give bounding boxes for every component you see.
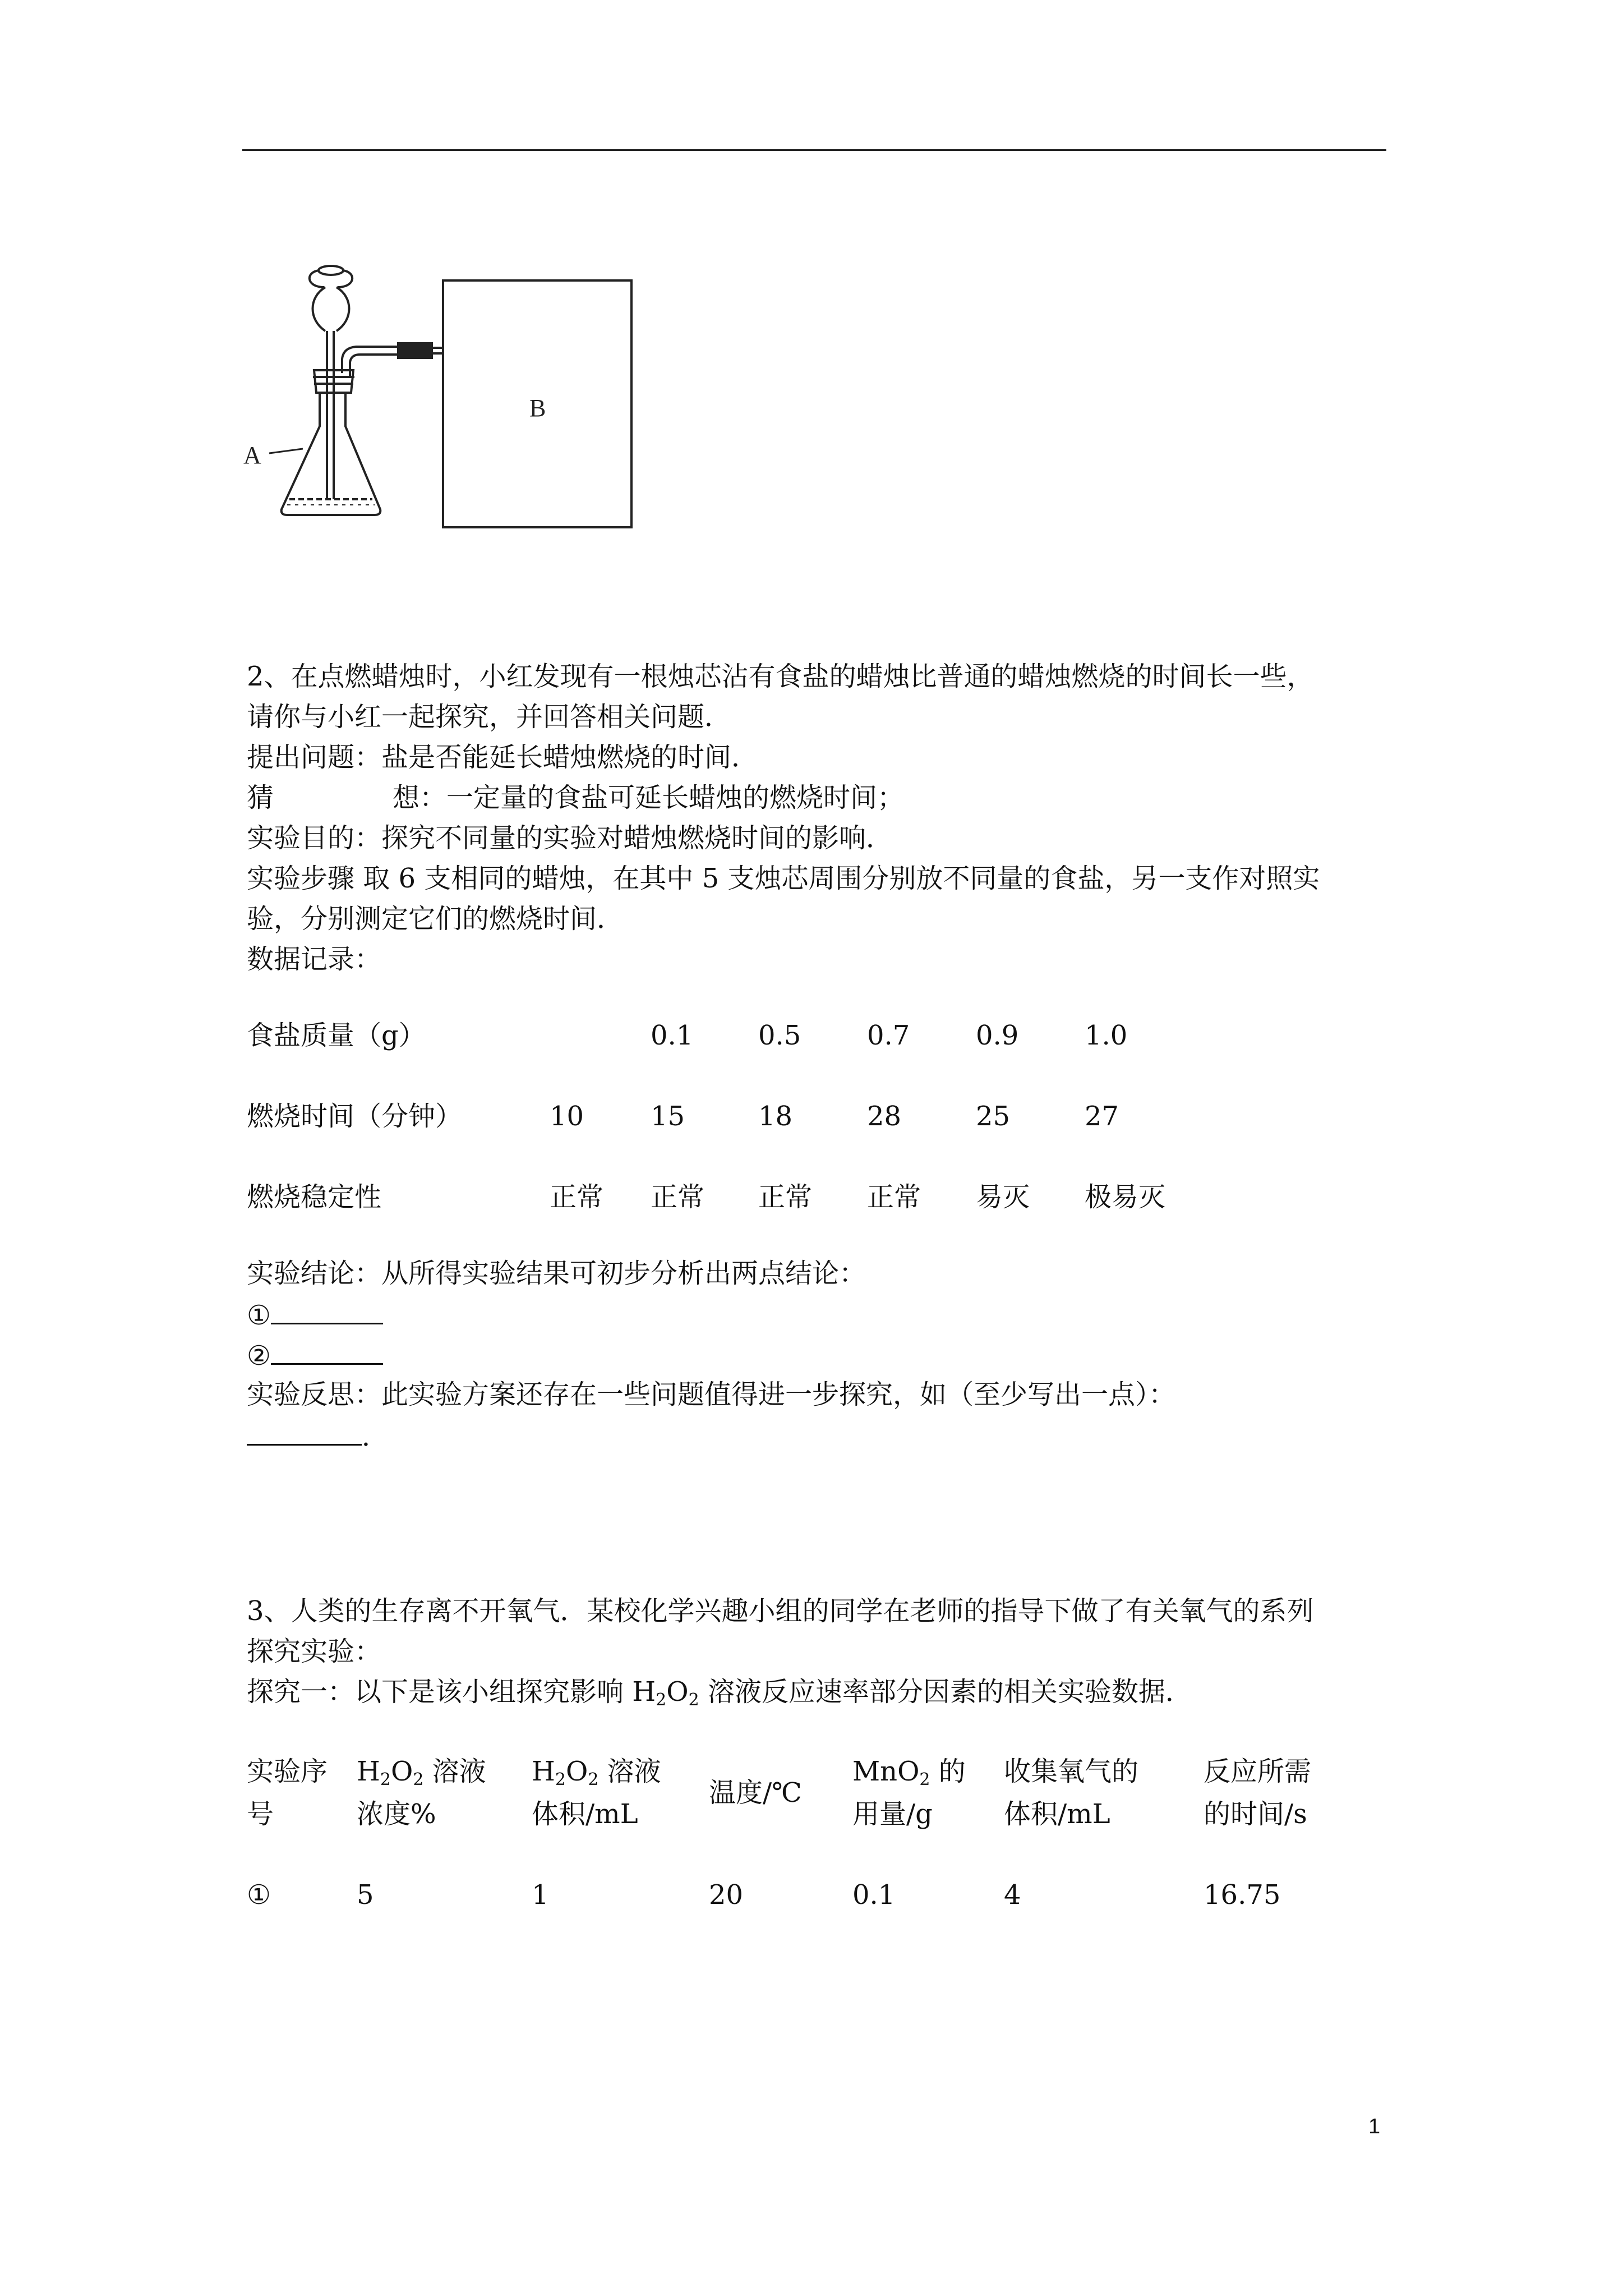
apparatus-diagram (236, 258, 639, 539)
formula: MnO (852, 1756, 920, 1787)
table-cell: 正常 (867, 1181, 921, 1213)
table-cell: 4 (1004, 1879, 1021, 1911)
q3-line-2: 探究实验： (247, 1636, 382, 1667)
answer-blank[interactable] (247, 1418, 362, 1446)
q2-conclusion: 实验结论：从所得实验结果可初步分析出两点结论： (247, 1258, 866, 1289)
table-cell: 20 (709, 1879, 744, 1911)
header-gas-1: 收集氧气的 (1004, 1756, 1139, 1787)
table-cell: ① (247, 1879, 271, 1911)
table-cell: 28 (867, 1101, 902, 1132)
table-cell: 0.5 (758, 1020, 801, 1051)
header-seq-2: 号 (247, 1798, 274, 1830)
header-temp: 温度/℃ (709, 1777, 802, 1809)
answer-blank[interactable] (271, 1337, 383, 1365)
q2-steps-1: 实验步骤 取 6 支相同的蜡烛，在其中 5 支烛芯周围分别放不同量的食盐，另一支作对照实 (247, 863, 1320, 894)
table-cell: 1.0 (1085, 1020, 1128, 1051)
table-cell: 0.9 (976, 1020, 1019, 1051)
label-a: A (243, 441, 261, 469)
table-cell: 1 (532, 1879, 549, 1911)
subscript: 2 (413, 1770, 424, 1789)
blank-marker: ② (247, 1340, 271, 1372)
intro-text: 探究一：以下是该小组探究影响 H (247, 1676, 656, 1708)
table-cell: 16.75 (1204, 1879, 1281, 1911)
q2-steps-2: 验，分别测定它们的燃烧时间． (247, 903, 624, 935)
table-cell: 0.1 (852, 1879, 896, 1911)
header-time-2: 的时间/s (1204, 1798, 1307, 1830)
header-text: 溶液 (607, 1756, 661, 1787)
header-vol-2: 体积/mL (532, 1798, 638, 1830)
table-cell: 18 (758, 1101, 793, 1132)
q2-guess-text: 想：一定量的食盐可延长蜡烛的燃烧时间； (393, 782, 905, 813)
subscript: 2 (555, 1770, 566, 1789)
intro-text: O (666, 1676, 689, 1708)
answer-blank[interactable] (271, 1297, 383, 1324)
q2-reflection-blank (247, 1418, 389, 1453)
table-cell: 27 (1085, 1101, 1119, 1132)
header-conc-1 (357, 1755, 486, 1788)
header-time-1: 反应所需 (1204, 1756, 1312, 1787)
table-cell: 5 (357, 1879, 374, 1911)
subscript: 2 (588, 1770, 599, 1789)
header-text: 的 (930, 1756, 966, 1787)
header-mno2-2: 用量/g (852, 1798, 933, 1830)
table-cell: 0.1 (651, 1020, 694, 1051)
q3-line-1: 3、人类的生存离不开氧气．某校化学兴趣小组的同学在老师的指导下做了有关氧气的系列 (247, 1595, 1314, 1627)
table-cell: 正常 (550, 1181, 604, 1213)
subscript: 2 (656, 1690, 667, 1710)
intro-text: 溶液反应速率部分因素的相关实验数据． (699, 1676, 1192, 1708)
q2-reflection: 实验反思：此实验方案还存在一些问题值得进一步探究，如（至少写出一点）： (247, 1379, 1176, 1410)
subscript: 2 (919, 1770, 930, 1789)
page-number: 1 (1368, 2115, 1381, 2138)
table-cell: 易灭 (976, 1181, 1030, 1213)
header-seq-1: 实验序 (247, 1756, 328, 1787)
table-cell: 15 (651, 1101, 685, 1132)
q2-purpose: 实验目的：探究不同量的实验对蜡烛燃烧时间的影响． (247, 822, 893, 854)
q2-blank-1 (247, 1297, 383, 1332)
header-text: 溶液 (432, 1756, 486, 1787)
table-cell: 正常 (758, 1181, 813, 1213)
formula: H (532, 1756, 555, 1787)
table-row-label-stability: 燃烧稳定性 (247, 1181, 382, 1213)
q2-guess-label: 猜 (247, 782, 274, 813)
header-mno2-1 (852, 1755, 966, 1788)
blank-marker: ① (247, 1300, 271, 1331)
q2-record-label: 数据记录： (247, 944, 382, 975)
table-cell: 0.7 (867, 1020, 910, 1051)
table-row-label-time: 燃烧时间（分钟） (247, 1101, 463, 1132)
q2-blank-2 (247, 1337, 383, 1373)
header-gas-2: 体积/mL (1004, 1798, 1110, 1830)
header-conc-2: 浓度% (357, 1798, 436, 1830)
q3-intro (247, 1675, 1192, 1709)
period: ． (362, 1421, 389, 1452)
formula: H (357, 1756, 380, 1787)
header-rule (242, 149, 1386, 151)
table-cell: 25 (976, 1101, 1011, 1132)
table-cell: 极易灭 (1085, 1181, 1166, 1213)
table-cell: 正常 (651, 1181, 705, 1213)
q2-question: 提出问题：盐是否能延长蜡烛燃烧的时间． (247, 742, 759, 773)
formula: O (390, 1756, 413, 1787)
subscript: 2 (380, 1770, 391, 1789)
q2-line-2: 请你与小红一起探究，并回答相关问题． (247, 701, 732, 733)
label-b: B (529, 394, 546, 422)
header-vol-1 (532, 1755, 661, 1788)
subscript: 2 (688, 1690, 699, 1710)
table-row-label-salt: 食盐质量（g） (247, 1020, 426, 1051)
table-cell: 10 (550, 1101, 584, 1132)
q2-line-1: 2、在点燃蜡烛时，小红发现有一根烛芯沾有食盐的蜡烛比普通的蜡烛燃烧的时间长一些， (247, 661, 1314, 692)
formula: O (565, 1756, 588, 1787)
